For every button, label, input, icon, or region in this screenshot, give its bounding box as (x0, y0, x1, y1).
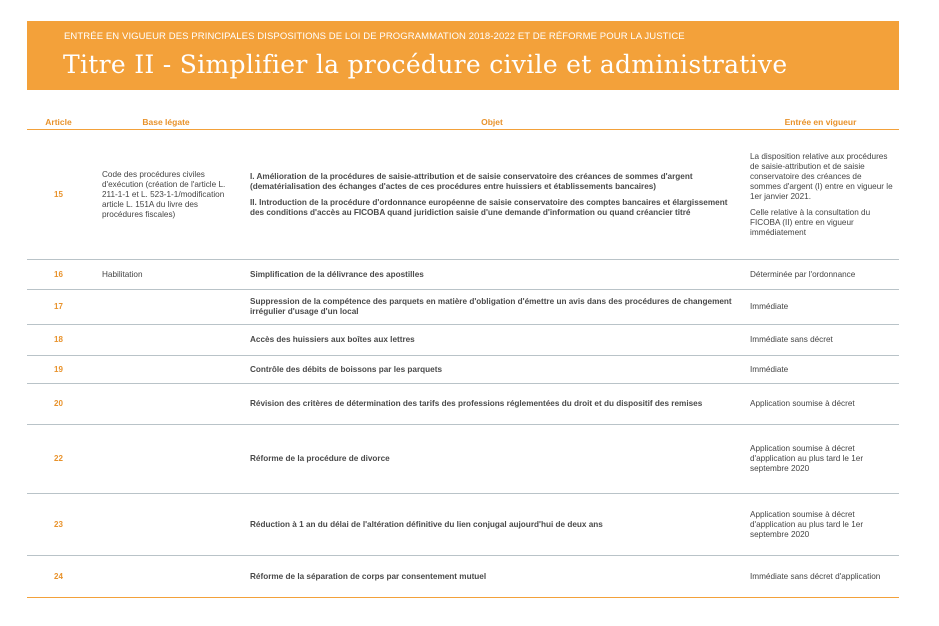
objet-cell (242, 356, 742, 384)
objet-cell (242, 384, 742, 425)
base-legale-cell (90, 425, 242, 494)
objet-cell (242, 494, 742, 556)
base-legale-cell (90, 356, 242, 384)
vigueur-paragraph: Application soumise à décret d'application au plus tard le 1er septembre 2020 (750, 509, 864, 539)
article-number: 19 (27, 356, 90, 384)
article-number: 24 (27, 556, 90, 598)
objet-cell (242, 325, 742, 356)
base-legale-cell (90, 290, 242, 325)
objet-cell (242, 260, 742, 290)
objet-cell (242, 556, 742, 598)
table-row (27, 130, 899, 260)
entree-en-vigueur-cell (742, 325, 899, 356)
entree-en-vigueur-cell (742, 556, 899, 598)
objet-paragraph: I. Amélioration de la procédures de saisie-attribution et de saisie conservatoire des créances de sommes d'argent (dematérialisation des échanges d'actes de ces procédures entre huissiers et établissements bancaires) (250, 171, 693, 191)
table-row (27, 556, 899, 598)
column-header-article: Article (27, 114, 90, 130)
article-number: 17 (27, 290, 90, 325)
base-legale-cell (90, 384, 242, 425)
page-title: Titre II - Simplifier la procédure civile et administrative (63, 50, 788, 79)
entree-en-vigueur-cell (742, 130, 899, 260)
article-number: 23 (27, 494, 90, 556)
objet-paragraph: Réforme de la procédure de divorce (250, 454, 390, 463)
entree-en-vigueur-cell (742, 384, 899, 425)
banner-kicker: ENTRÉE EN VIGUEUR DES PRINCIPALES DISPOSITIONS DE LOI DE PROGRAMMATION 2018-2022 ET DE RÉFORME POUR LA JUSTICE (64, 31, 685, 42)
provisions-table-wrapper (27, 114, 899, 598)
table-row (27, 425, 899, 494)
table-row (27, 356, 899, 384)
column-header-objet: Objet (242, 114, 742, 130)
provisions-table (27, 114, 899, 598)
base-legale-cell: Habilitation (90, 260, 242, 290)
table-row (27, 290, 899, 325)
objet-paragraph: Révision des critères de détermination des tarifs des professions réglementées du droit et du dispositif des remises (250, 399, 703, 408)
vigueur-paragraph: Immédiate sans décret d'application (750, 571, 881, 581)
objet-paragraph: Suppression de la compétence des parquets en matière d'obligation d'émettre un avis dans des procédures de changement irrégulier d'usage d'un local (250, 297, 732, 316)
vigueur-paragraph: La disposition relative aux procédures de saisie-attribution et de saisie conservatoire des créances de sommes d'argent (I) entre en vigueur le 1er janvier 2021. (750, 151, 893, 201)
column-header-vigueur: Entrée en vigueur (742, 114, 899, 130)
table-header-row (27, 114, 899, 130)
vigueur-paragraph: Immédiate sans décret (750, 335, 833, 344)
table-row (27, 260, 899, 290)
table-row (27, 325, 899, 356)
entree-en-vigueur-cell (742, 494, 899, 556)
article-number: 22 (27, 425, 90, 494)
article-number: 15 (27, 130, 90, 260)
entree-en-vigueur-cell (742, 356, 899, 384)
base-legale-cell: Code des procédures civiles d'exécution (création de l'article L. 211-1-1 et L. 523-1-1/modification article L. 151A du livre des procédures fiscales) (90, 130, 242, 260)
base-legale-cell (90, 556, 242, 598)
objet-paragraph: Réduction à 1 an du délai de l'altération définitive du lien conjugal aujourd'hui de deux ans (250, 519, 603, 529)
objet-paragraph: II. Introduction de la procédure d'ordonnance européenne de saisie conservatoire des comptes bancaires et élargissement des conditions d'accès au FICOBA quand juridiction saisie d'une demande d'information ou quand créancier titré (250, 197, 728, 217)
entree-en-vigueur-cell (742, 290, 899, 325)
vigueur-paragraph: Immédiate (750, 364, 789, 374)
article-number: 18 (27, 325, 90, 356)
entree-en-vigueur-cell (742, 260, 899, 290)
vigueur-paragraph: Déterminée par l'ordonnance (750, 269, 856, 279)
article-number: 16 (27, 260, 90, 290)
column-header-base: Base légate (90, 114, 242, 130)
vigueur-paragraph: Application soumise à décret (750, 399, 855, 408)
table-row (27, 494, 899, 556)
base-legale-cell (90, 494, 242, 556)
title-banner (27, 21, 899, 90)
entree-en-vigueur-cell (742, 425, 899, 494)
vigueur-paragraph: Application soumise à décret d'application au plus tard le 1er septembre 2020 (750, 444, 864, 473)
vigueur-paragraph: Immédiate (750, 302, 789, 311)
base-legale-cell (90, 325, 242, 356)
objet-cell (242, 425, 742, 494)
objet-paragraph: Contrôle des débits de boissons par les parquets (250, 364, 442, 374)
objet-cell (242, 290, 742, 325)
objet-cell (242, 130, 742, 260)
article-number: 20 (27, 384, 90, 425)
table-row (27, 384, 899, 425)
objet-paragraph: Réforme de la séparation de corps par consentement mutuel (250, 571, 487, 581)
objet-paragraph: Accès des huissiers aux boîtes aux lettres (250, 335, 415, 344)
objet-paragraph: Simplification de la délivrance des apostilles (250, 269, 424, 279)
vigueur-paragraph: Celle relative à la consultation du FICOBA (II) entre en vigueur immédiatement (750, 207, 871, 237)
